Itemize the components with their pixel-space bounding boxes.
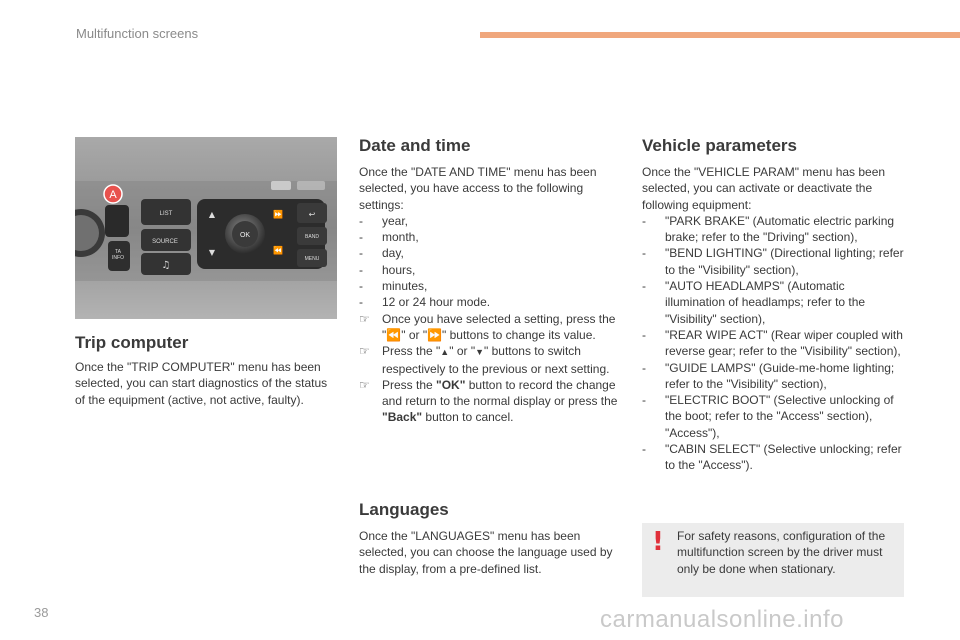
section-title: Multifunction screens bbox=[76, 26, 199, 41]
list-item: - month, bbox=[359, 230, 419, 245]
date-time-settings-list bbox=[359, 213, 621, 311]
list-item: - "GUIDE LAMPS" (Guide-me-home lighting; refer to the "Visibility" section), bbox=[642, 360, 895, 391]
trip-computer-section bbox=[75, 333, 340, 408]
up-arrow-icon: ▲ bbox=[440, 347, 450, 358]
step-item: ☞ Press the "▲" or "▼" buttons to switch respectively to the previous or next setting. bbox=[359, 344, 610, 376]
vehicle-parameters-section bbox=[642, 136, 908, 474]
list-item: - "PARK BRAKE" (Automatic electric parking brake; refer to the "Driving" section), bbox=[642, 213, 895, 245]
safety-warning-text: For safety reasons, configuration of the multifunction screen by the driver must only be done when stationary. bbox=[677, 529, 886, 576]
trip-computer-text: Once the "TRIP COMPUTER" menu has been selected, you can start diagnostics of the status of the equipment (active, not active, faulty). bbox=[75, 360, 328, 407]
footer-watermark: carmanualsonline.info bbox=[600, 606, 844, 633]
languages-section bbox=[359, 500, 624, 577]
list-item: - day, bbox=[359, 246, 404, 261]
page-number: 38 bbox=[34, 605, 49, 620]
svg-text:▲: ▲ bbox=[208, 210, 216, 219]
pointer-icon: ☞ bbox=[359, 344, 370, 359]
photo-menu-label: MENU bbox=[304, 256, 320, 262]
step-item: ☞ Once you have selected a setting, press the "⏪" or "⏩" buttons to change its value. bbox=[359, 311, 616, 342]
date-time-section bbox=[359, 136, 621, 426]
warning-exclamation-icon: ! bbox=[652, 527, 664, 557]
photo-marker-a: A bbox=[109, 189, 117, 201]
svg-text:⏪: ⏪ bbox=[273, 246, 283, 255]
date-time-steps-list bbox=[359, 311, 621, 426]
languages-text: Once the "LANGUAGES" menu has been selected, you can choose the language used by the display, from a pre-defined list. bbox=[359, 529, 613, 576]
safety-warning-box bbox=[642, 523, 904, 597]
list-item: - 12 or 24 hour mode. bbox=[359, 295, 491, 310]
photo-band-label: BAND bbox=[305, 234, 319, 240]
trip-computer-title: Trip computer bbox=[75, 333, 189, 352]
svg-text:↩: ↩ bbox=[308, 210, 316, 219]
list-item: - minutes, bbox=[359, 279, 428, 294]
date-time-title: Date and time bbox=[359, 136, 471, 155]
pointer-icon: ☞ bbox=[359, 311, 370, 326]
svg-text:TA: TA bbox=[114, 249, 122, 255]
svg-text:♫: ♫ bbox=[161, 260, 171, 271]
list-item: - year, bbox=[359, 213, 409, 228]
vehicle-parameters-title: Vehicle parameters bbox=[642, 136, 797, 155]
list-item: - "AUTO HEADLAMPS" (Automatic illumination of headlamps; refer to the "Visibility" section), bbox=[642, 279, 866, 326]
list-item: - "ELECTRIC BOOT" (Selective unlocking of the boot; refer to the "Access" section), "Access"), bbox=[642, 393, 894, 440]
svg-text:▼: ▼ bbox=[208, 248, 216, 257]
pointer-icon: ☞ bbox=[359, 377, 370, 392]
rewind-icon: ⏪ bbox=[386, 327, 402, 342]
languages-title: Languages bbox=[359, 500, 449, 519]
down-arrow-icon: ▼ bbox=[475, 347, 484, 358]
vehicle-parameters-intro: Once the "VEHICLE PARAM" menu has been selected, you can activate or deactivate the following equipment: bbox=[642, 165, 886, 212]
date-time-intro: Once the "DATE AND TIME" menu has been selected, you have access to the following settings: bbox=[359, 165, 597, 212]
control-panel-photo bbox=[75, 137, 337, 319]
list-item: - "BEND LIGHTING" (Directional lighting; refer to the "Visibility" section), bbox=[642, 246, 904, 277]
list-item: - hours, bbox=[359, 262, 416, 277]
list-item: - "REAR WIPE ACT" (Rear wiper coupled with reverse gear; refer to the "Visibility" section), bbox=[642, 327, 903, 359]
step-item: ☞ Press the "OK" button to record the change and return to the normal display or press the "Back" button to cancel. bbox=[359, 377, 618, 425]
photo-ok-label: OK bbox=[239, 232, 251, 239]
photo-list-label: LIST bbox=[159, 211, 173, 217]
svg-text:INFO: INFO bbox=[112, 255, 124, 261]
header-accent-bar bbox=[480, 32, 960, 38]
vehicle-parameters-list bbox=[642, 213, 908, 474]
fast-forward-icon: ⏩ bbox=[427, 327, 443, 342]
svg-text:⏩: ⏩ bbox=[273, 210, 283, 219]
photo-source-label: SOURCE bbox=[152, 239, 178, 245]
list-item: - "CABIN SELECT" (Selective unlocking; refer to the "Access"). bbox=[642, 442, 902, 473]
